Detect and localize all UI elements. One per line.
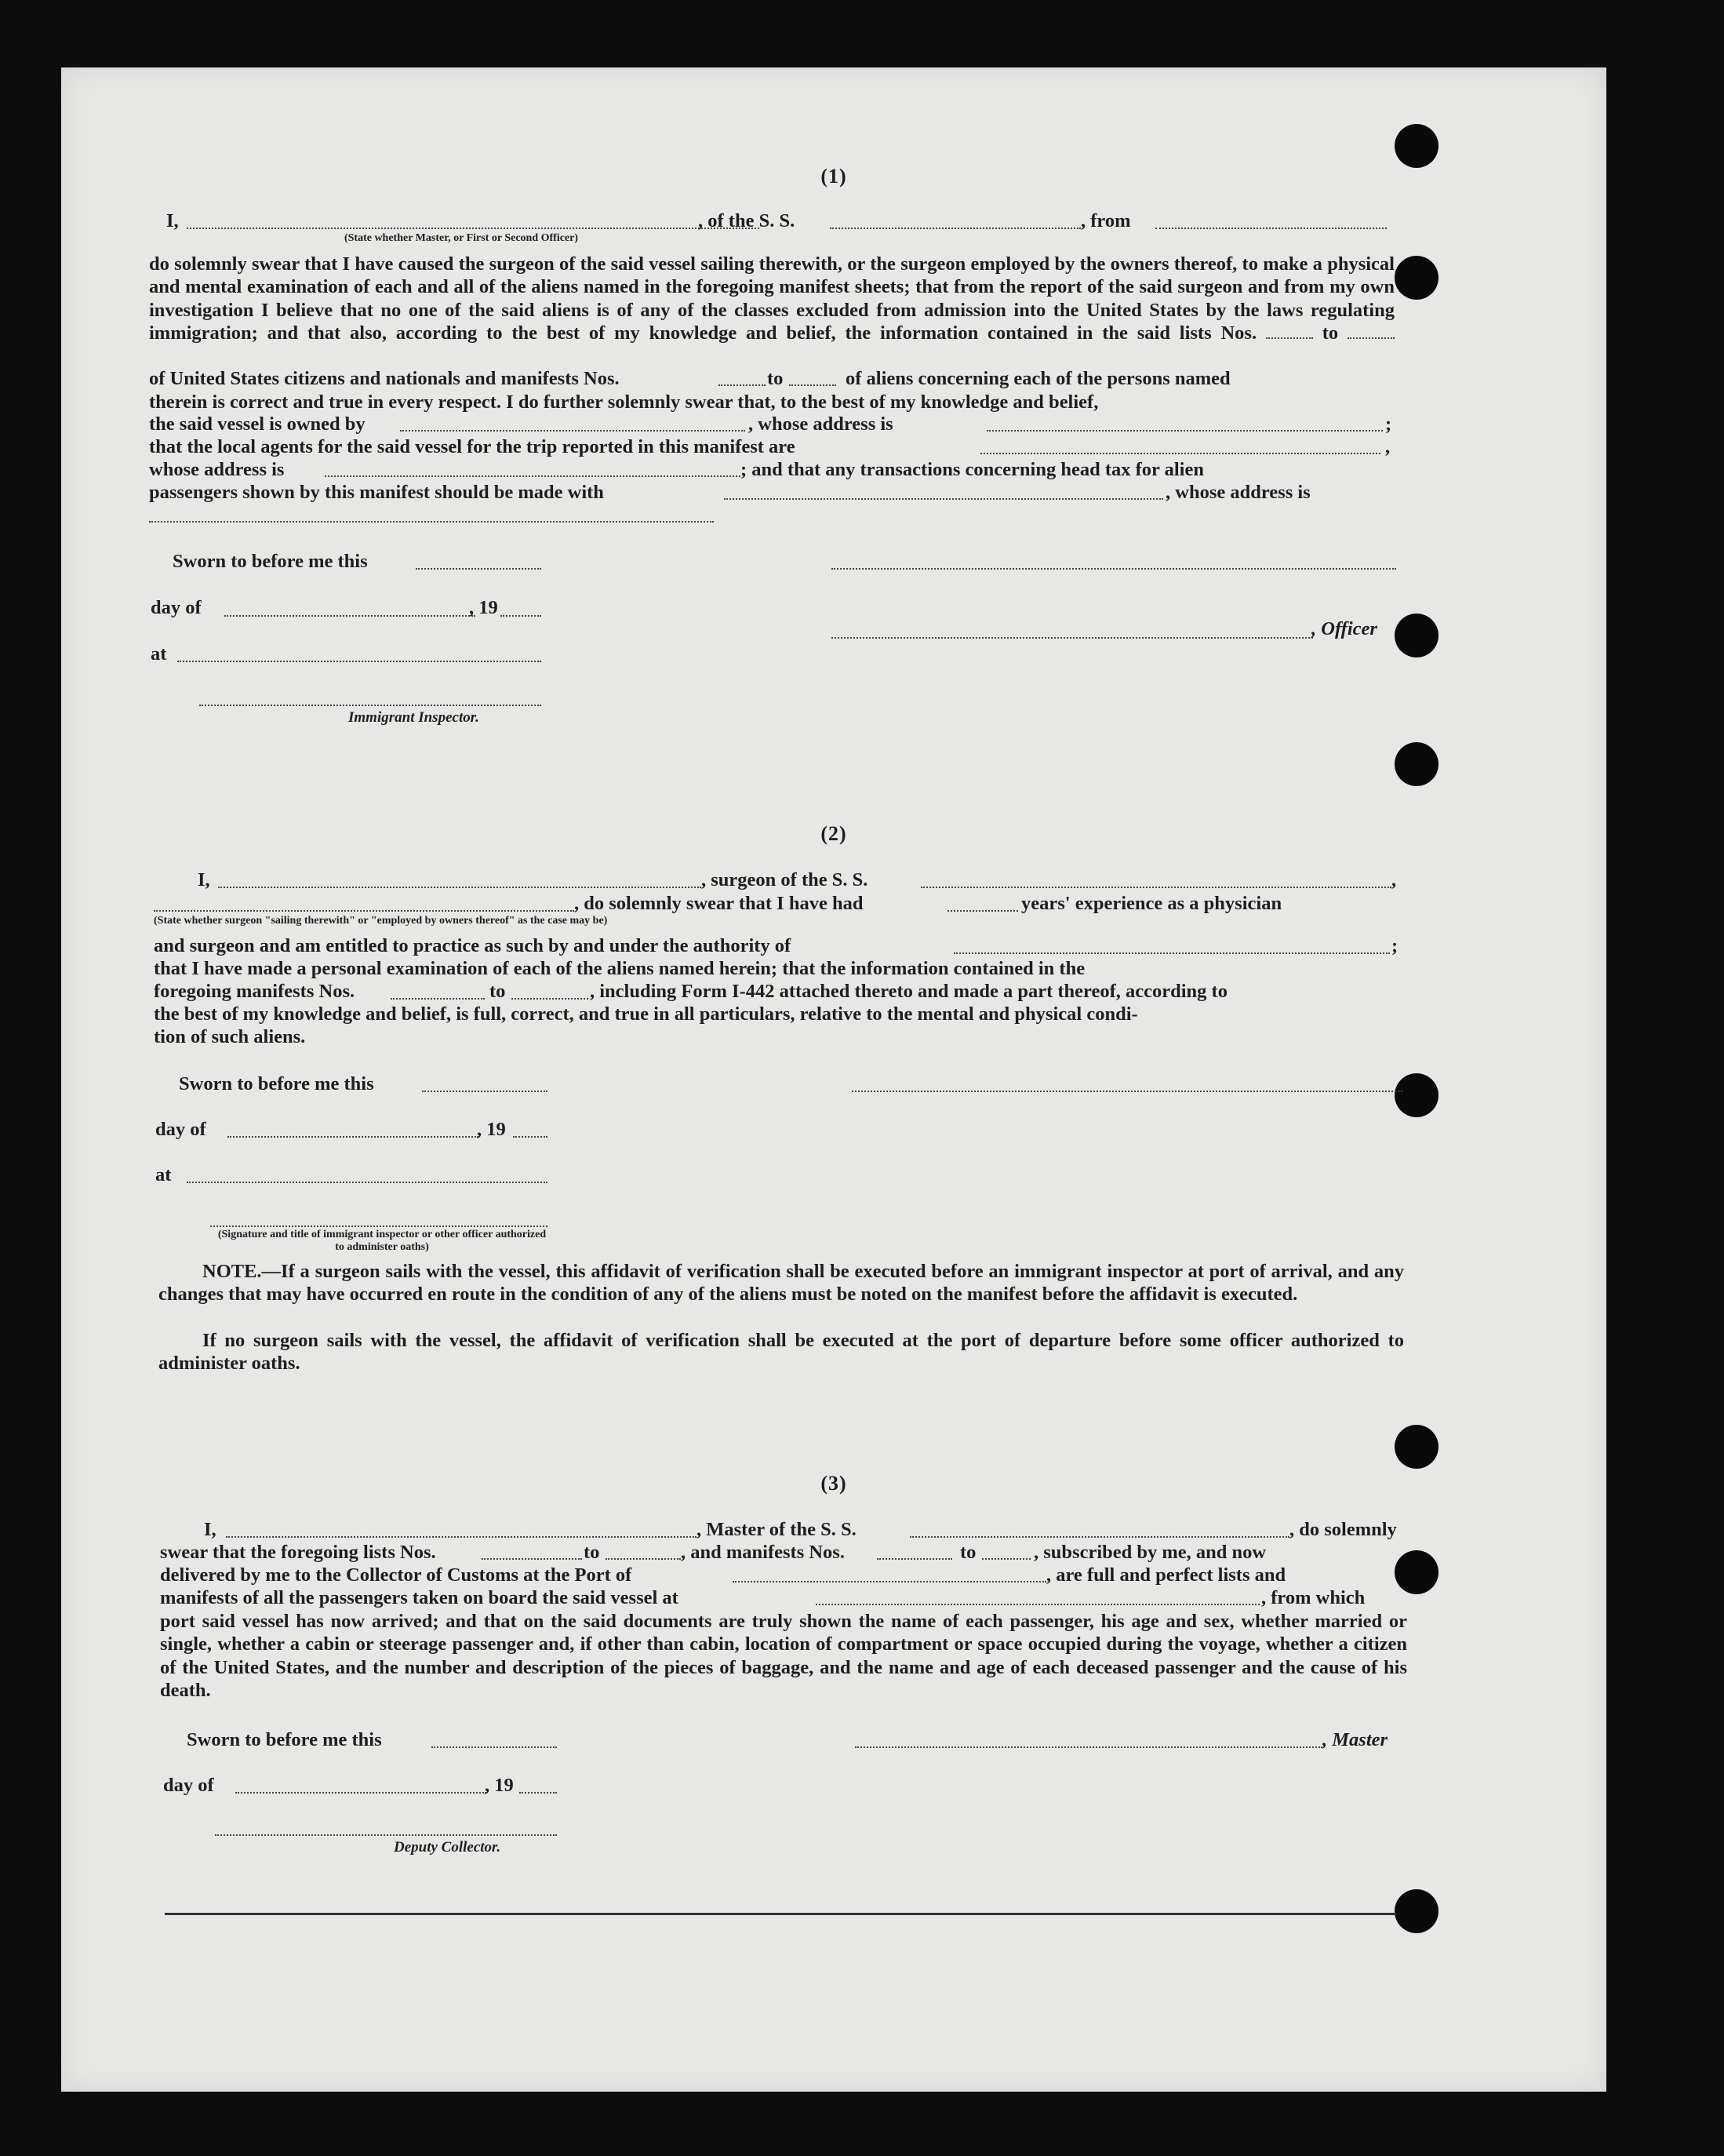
- s1-officer-sig-line[interactable]: [831, 636, 1313, 639]
- s1-owned-a: the said vessel is owned by: [149, 413, 366, 435]
- s1-citizens-line-a: of United States citizens and nationals and manifests Nos.: [149, 368, 620, 389]
- s3-nineteen-label: , 19: [485, 1775, 514, 1796]
- section-3-number: (3): [820, 1472, 847, 1495]
- s2-line2-a: , do solemnly swear that I have had: [574, 893, 864, 914]
- s3-dayof-label: day of: [163, 1775, 214, 1796]
- s3-lists-to-field[interactable]: [606, 1557, 681, 1560]
- s1-agents-b: ,: [1385, 436, 1391, 457]
- s2-years-field[interactable]: [947, 909, 1018, 912]
- s2-authority-field[interactable]: [954, 951, 1390, 954]
- s2-manifests-to-field[interactable]: [511, 996, 588, 1000]
- s2-vessel-field[interactable]: [921, 885, 1391, 888]
- s1-officer-label: , Officer: [1311, 618, 1377, 639]
- s3-l2-c: , and manifests Nos.: [681, 1542, 845, 1563]
- s2-line5-b: to: [489, 981, 506, 1002]
- punch-hole: [1395, 1073, 1438, 1117]
- s1-citizens-line-c: of aliens concerning each of the persons named: [846, 368, 1231, 389]
- s2-note-1: NOTE.—If a surgeon sails with the vessel, this affidavit of verification shall be executed before an immigrant inspector at port of arrival, and any changes that may have occurred en route in the condition of any of the aliens must be noted on the manifest before the affidavit is executed.: [158, 1261, 1404, 1306]
- s1-nineteen-label: , 19: [469, 597, 498, 618]
- s2-line6: the best of my knowledge and belief, is full, correct, and true in all particulars, relative to the mental and physical condi-: [154, 1003, 1138, 1025]
- s3-boarded-at-field[interactable]: [816, 1602, 1260, 1605]
- s1-of-ss-label: , of the S. S.: [698, 210, 795, 231]
- s1-day-field[interactable]: [224, 614, 475, 617]
- s2-year-field[interactable]: [513, 1134, 547, 1138]
- s2-sig-caption: (Signature and title of immigrant inspector or other officer authorized to administer oaths): [217, 1229, 547, 1253]
- s2-line5-c: , including Form I-442 attached thereto and made a part thereof, according to: [590, 981, 1228, 1002]
- s1-sworn-label: Sworn to before me this: [173, 551, 368, 572]
- s3-deputy-label: Deputy Collector.: [394, 1839, 501, 1856]
- s2-sworn-label: Sworn to before me this: [179, 1073, 374, 1094]
- s3-sworn-field[interactable]: [431, 1745, 557, 1748]
- s3-l2-b: to: [584, 1542, 600, 1563]
- s1-at-label: at: [151, 643, 167, 665]
- punch-hole: [1395, 742, 1438, 786]
- s1-i-label: I,: [166, 210, 179, 231]
- s1-inspector-label: Immigrant Inspector.: [348, 709, 479, 726]
- s3-port-field[interactable]: [733, 1579, 1046, 1582]
- s1-oath-text: do solemnly swear that I have caused the surgeon of the said vessel sailing therewith, or the surgeon employed by the owners thereof, to make a physical and mental examination of each and all of the aliens named in the foregoing manifest sheets; that from the report of the said surgeon and from my own investigation I believe that no one of the said aliens is of any of the classes excluded from admission into the United States by the laws regulating immigration; and that also, according to the best of my knowledge and belief, the information contained in the said lists Nos.: [149, 253, 1395, 344]
- punch-hole: [1395, 256, 1438, 300]
- s3-year-field[interactable]: [519, 1790, 557, 1794]
- s2-i-label: I,: [198, 869, 210, 890]
- s3-l2-e: , subscribed by me, and now: [1034, 1542, 1267, 1563]
- s3-lists-from-field[interactable]: [482, 1557, 582, 1560]
- s3-l4-a: manifests of all the passengers taken on board the said vessel at: [160, 1587, 678, 1608]
- s2-dayof-label: day of: [155, 1119, 206, 1140]
- s1-correct-text: therein is correct and true in every respect. I do further solemnly swear that, to the best of my knowledge and belief,: [149, 392, 1099, 413]
- s2-line3-a: and surgeon and am entitled to practice as such by and under the authority of: [154, 935, 791, 956]
- s1-vessel-name-field[interactable]: [830, 226, 1081, 229]
- s1-manifest-to-field[interactable]: [789, 383, 836, 386]
- s1-officer-caption: (State whether Master, or First or Second Officer): [344, 232, 579, 244]
- s2-sworn-field[interactable]: [422, 1089, 547, 1092]
- s2-line5-a: foregoing manifests Nos.: [154, 981, 355, 1002]
- manifest-page: [61, 67, 1606, 2092]
- punch-hole: [1395, 1889, 1438, 1933]
- s2-surgeon-sig-line[interactable]: [852, 1089, 1402, 1092]
- s3-l1-a: I,: [204, 1519, 216, 1540]
- s1-owner-address-field[interactable]: [987, 428, 1383, 432]
- s1-owned-b: , whose address is: [748, 413, 893, 435]
- s2-surgeon-name-field[interactable]: [218, 885, 701, 888]
- s1-officer-name-field[interactable]: [187, 226, 759, 229]
- s1-lists-to-field[interactable]: [1348, 322, 1395, 339]
- s2-line2-b: years' experience as a physician: [1021, 893, 1282, 914]
- s3-rest: port said vessel has now arrived; and that on the said documents are truly shown the name of each passenger, his age and sex, whether married or single, whether a cabin or steerage passenger and, if other than cabin, location of compartment or space occupied during the voyage, whether a citizen of the United States, and the number and description of the pieces of baggage, and the name and age of each deceased passenger and the cause of his death.: [160, 1611, 1407, 1701]
- s3-l2-d: to: [960, 1542, 977, 1563]
- s1-agents-field[interactable]: [980, 451, 1380, 454]
- s1-lists-from-field[interactable]: [1266, 322, 1313, 339]
- s2-at-field[interactable]: [187, 1180, 547, 1183]
- s2-line1-end: ,: [1391, 869, 1397, 890]
- s1-oath-to: to: [1322, 322, 1339, 344]
- s3-l1-b: , Master of the S. S.: [697, 1519, 857, 1540]
- s2-sailing-field[interactable]: [154, 909, 574, 912]
- s3-sworn-label: Sworn to before me this: [187, 1729, 382, 1750]
- s1-citizens-line-b: to: [767, 368, 784, 389]
- s1-passengers-a: passengers shown by this manifest should be made with: [149, 482, 604, 503]
- s1-sworn-field[interactable]: [416, 566, 541, 570]
- s2-at-label: at: [155, 1164, 172, 1185]
- s2-line7: tion of such aliens.: [154, 1026, 306, 1047]
- s1-headtax-field[interactable]: [724, 497, 1163, 500]
- s1-inspector-sig-line[interactable]: [199, 703, 541, 706]
- s3-master-label: , Master: [1322, 1729, 1388, 1750]
- s3-l3-a: delivered by me to the Collector of Customs at the Port of: [160, 1564, 632, 1586]
- s1-correct-line: [149, 391, 1395, 413]
- s1-owned-c: ;: [1385, 413, 1392, 435]
- s1-owner-field[interactable]: [400, 428, 745, 432]
- s3-master-name-field[interactable]: [226, 1535, 697, 1538]
- s3-l3-b: , are full and perfect lists and: [1046, 1564, 1286, 1586]
- s3-day-field[interactable]: [235, 1790, 486, 1794]
- s3-manifests-to-field[interactable]: [982, 1557, 1031, 1560]
- s2-inspector-sig-line[interactable]: [210, 1224, 547, 1227]
- s3-manifests-from-field[interactable]: [877, 1557, 952, 1560]
- s1-agents-address-field[interactable]: [325, 474, 740, 477]
- section-1-number: (1): [820, 165, 847, 188]
- s1-at-field[interactable]: [177, 659, 541, 662]
- s2-note-2: If no surgeon sails with the vessel, the affidavit of verification shall be executed at the port of departure before some officer authorized to administer oaths.: [158, 1330, 1404, 1375]
- s1-whose-b: ; and that any transactions concerning head tax for alien: [740, 459, 1204, 480]
- punch-hole: [1395, 614, 1438, 657]
- s1-oath-paragraph: [149, 253, 1395, 344]
- punch-hole: [1395, 124, 1438, 168]
- s2-line3-b: ;: [1391, 935, 1398, 956]
- s1-agents-a: that the local agents for the said vessel for the trip reported in this manifest are: [149, 436, 795, 457]
- punch-hole: [1395, 1550, 1438, 1594]
- s2-line4: that I have made a personal examination of each of the aliens named herein; that the information contained in the: [154, 958, 1086, 979]
- s1-whose-a: whose address is: [149, 459, 285, 480]
- s3-master-sig-line[interactable]: [855, 1745, 1322, 1748]
- s1-from-label: , from: [1081, 210, 1131, 231]
- s1-from-field[interactable]: [1155, 226, 1387, 229]
- s3-l1-c: , do solemnly: [1289, 1519, 1397, 1540]
- s3-l4-b: , from which: [1261, 1587, 1366, 1608]
- s3-l2-a: swear that the foregoing lists Nos.: [160, 1542, 436, 1563]
- s1-officer-sig-line-1[interactable]: [831, 566, 1396, 570]
- s1-headtax-address-field[interactable]: [149, 519, 714, 523]
- s3-deputy-sig-line[interactable]: [215, 1833, 557, 1836]
- punch-hole: [1395, 1425, 1438, 1469]
- s2-nineteen-label: , 19: [477, 1119, 506, 1140]
- s2-day-field[interactable]: [227, 1134, 478, 1138]
- bottom-rule: [165, 1913, 1396, 1915]
- s1-passengers-b: , whose address is: [1166, 482, 1311, 503]
- section-2-number: (2): [820, 822, 847, 845]
- s1-dayof-label: day of: [151, 597, 202, 618]
- s1-year-field[interactable]: [500, 614, 541, 617]
- s2-surgeon-caption: (State whether surgeon "sailing therewith" or "employed by owners thereof" as the case may be): [154, 915, 608, 927]
- s1-manifest-from-field[interactable]: [718, 383, 766, 386]
- s2-manifests-from-field[interactable]: [391, 996, 485, 1000]
- s3-vessel-field[interactable]: [910, 1535, 1289, 1538]
- s2-surgeon-label: , surgeon of the S. S.: [701, 869, 868, 890]
